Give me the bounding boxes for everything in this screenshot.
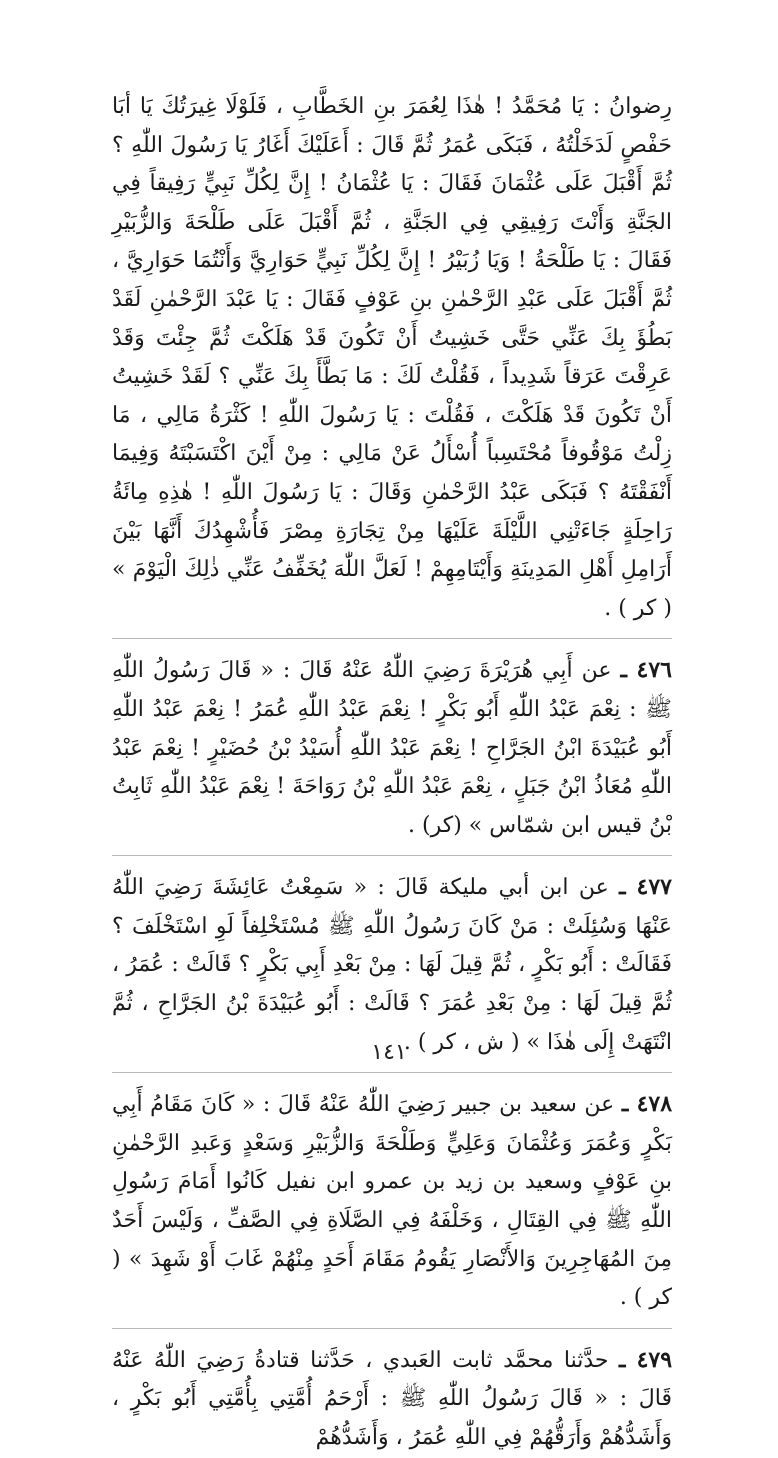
hadith-number: ٤٧٨ ـ (621, 1091, 673, 1118)
divider (112, 855, 672, 856)
hadith-479 (112, 1341, 672, 1458)
hadith-476 (112, 651, 672, 845)
continued-paragraph: رِضوانُ : يَا مُحَمَّدُ ! هٰذَا لِعُمَرَ بنِ الخَطَّابِ ، فَلَوْلَا غِيرَتُكَ يَا أبَا حَفْصٍ لَدَخَلْتُهُ ، فَبَكَى عُمَرُ ثُمَّ قَالَ : أَعَلَيْكَ أَغَارُ يَا رَسُولَ اللّٰهِ ؟ ثُمَّ أَقْبَلَ عَلَى عُثْمَانَ فَقَالَ : يَا عُثْمَانُ ! إِنَّ لِكُلِّ نَبِيٍّ رَفِيقاً فِي الجَنَّةِ وَأَنْتَ رَفِيقِي فِي الجَنَّةِ ، ثُمَّ أَقْبَلَ عَلَى طَلْحَةَ وَالزُّبَيْرِ فَقَالَ : يَا طَلْحَةُ ! وَيَا زُبَيْرُ ! إِنَّ لِكُلِّ نَبِيٍّ حَوَارِيَّ وَأَنْتُمَا حَوَارِيَّ ، ثُمَّ أَقْبَلَ عَلَى عَبْدِ الرَّحْمٰنِ بنِ عَوْفٍ فَقَالَ : يَا عَبْدَ الرَّحْمٰنِ لَقَدْ بَطُؤَ بِكَ عَنِّي حَتَّى خَشِيتُ أَنْ تَكُونَ قَدْ هَلَكْتَ ثُمَّ جِئْتَ وَقَدْ عَرِقْتَ عَرَقاً شَدِيداً ، فَقُلْتُ لَكَ : مَا بَطَّأَ بِكَ عَنِّي ؟ لَقَدْ خَشِيتُ أَنْ تَكُونَ قَدْ هَلَكْتَ ، فَقُلْتَ : يَا رَسُولَ اللّٰهِ ! كَثْرَةُ مَالِي ، مَا زِلْتُ مَوْقُوفاً مُحْتَسِباً أُسْأَلُ عَنْ مَالِي : مِنْ أَيْنَ اكْتَسَبْتَهُ وَفِيمَا أَنْفَقْتَهُ ؟ فَبَكَى عَبْدُ الرَّحْمٰنِ وَقَالَ : يَا رَسُولَ اللّٰهِ ! هٰذِهِ مِائَةُ رَاحِلَةٍ جَاءَتْنِي اللَّيْلَةَ عَلَيْهَا مِنْ تِجَارَةِ مِصْرَ فَأُشْهِدُكَ أَنَّهَا بَيْنَ أَرَامِلِ أَهْلِ المَدِينَةِ وَأَيْتَامِهِمْ ! لَعَلَّ اللّٰهَ يُخَفِّفُ عَنِّي ذٰلِكَ الْيَوْمَ » ( كر ) . (112, 94, 673, 621)
hadith-number: ٤٧٦ ـ (620, 657, 672, 684)
hadith-number: ٤٧٧ ـ (619, 874, 672, 901)
divider (112, 1328, 672, 1329)
hadith-477 (112, 868, 672, 1062)
hadith-number: ٤٧٩ ـ (618, 1346, 673, 1373)
page-body (112, 88, 672, 1458)
page-number: ١٤١ (371, 1040, 407, 1065)
hadith-text: عن ابن أبي مليكة قَالَ : « سَمِعْتُ عَائِشَةَ رَضِيَ اللّٰهُ عَنْهَا وَسُئِلَتْ : مَنْ كَانَ رَسُولُ اللّٰهِ ﷺ مُسْتَخْلِفاً لَوِ اسْتَخْلَفَ ؟ فَقَالَتْ : أَبُو بَكْرٍ ، ثُمَّ قِيلَ لَهَا : مِنْ بَعْدِ أَبِي بَكْرٍ ؟ قَالَتْ : عُمَرُ ، ثُمَّ قِيلَ لَهَا : مِنْ بَعْدِ عُمَرَ ؟ قَالَتْ : أَبُو عُبَيْدَةَ بْنُ الجَرَّاحِ ، ثُمَّ انْتَهَتْ إِلَى هٰذَا » ( ش ، كر ) . (112, 875, 672, 1055)
hadith-478 (112, 1085, 672, 1318)
hadith-text: عن أَبِي هُرَيْرَةَ رَضِيَ اللّٰهُ عَنْهُ قَالَ : « قَالَ رَسُولُ اللّٰهِ ﷺ : نِعْمَ عَبْدُ اللّٰهِ أَبُو بَكْرٍ ! نِعْمَ عَبْدُ اللّٰهِ عُمَرُ ! نِعْمَ عَبْدُ اللّٰهِ أَبُو عُبَيْدَةَ ابْنُ الجَرَّاحِ ! نِعْمَ عَبْدُ اللّٰهِ أُسَيْدُ بْنُ حُضَيْرٍ ! نِعْمَ عَبْدُ اللّٰهِ مُعَاذُ ابْنُ جَبَلٍ ، نِعْمَ عَبْدُ اللّٰهِ بْنُ رَوَاحَةَ ! نِعْمَ عَبْدُ اللّٰهِ ثَابِتُ بْنُ قيس ابن شمّاس » (كر) . (112, 658, 672, 838)
hadith-text: عن سعيد بن جبير رَضِيَ اللّٰهُ عَنْهُ قَالَ : « كَانَ مَقَامُ أَبِي بَكْرٍ وَعُمَرَ وَعُثْمَانَ وَعَلِيٍّ وَطَلْحَةَ وَالزُّبَيْرِ وَسَعْدٍ وَعَبدِ الرَّحْمٰنِ بنِ عَوْفٍ وسعيد بن زيد بن عمرو ابن نفيل كَانُوا أَمَامَ رَسُولِ اللّٰهِ ﷺ فِي القِتَالِ ، وَخَلْفَهُ فِي الصَّلَاةِ فِي الصَّفِّ ، وَلَيْسَ أَحَدٌ مِنَ المُهَاجِرِينَ وَالأَنْصَارِ يَقُومُ مَقَامَ أَحَدٍ مِنْهُمْ غَابَ أَوْ شَهِدَ » ( كر ) . (112, 1092, 672, 1311)
divider (112, 638, 672, 639)
divider (112, 1072, 672, 1073)
hadith-text: حدَّثنا محمَّد ثابت العَبدي ، حَدَّثنا قتادةُ رَضِيَ اللّٰهُ عَنْهُ قَالَ : « قَالَ رَسُولُ اللّٰهِ ﷺ : أَرْحَمُ أُمَّتِي بِأُمَّتِي أَبُو بَكْرٍ ، وَأَشَدُّهُمْ وَأَرَقُّهُمْ فِي اللّٰهِ عُمَرُ ، وَأَشَدُّهُمْ (112, 1347, 672, 1450)
